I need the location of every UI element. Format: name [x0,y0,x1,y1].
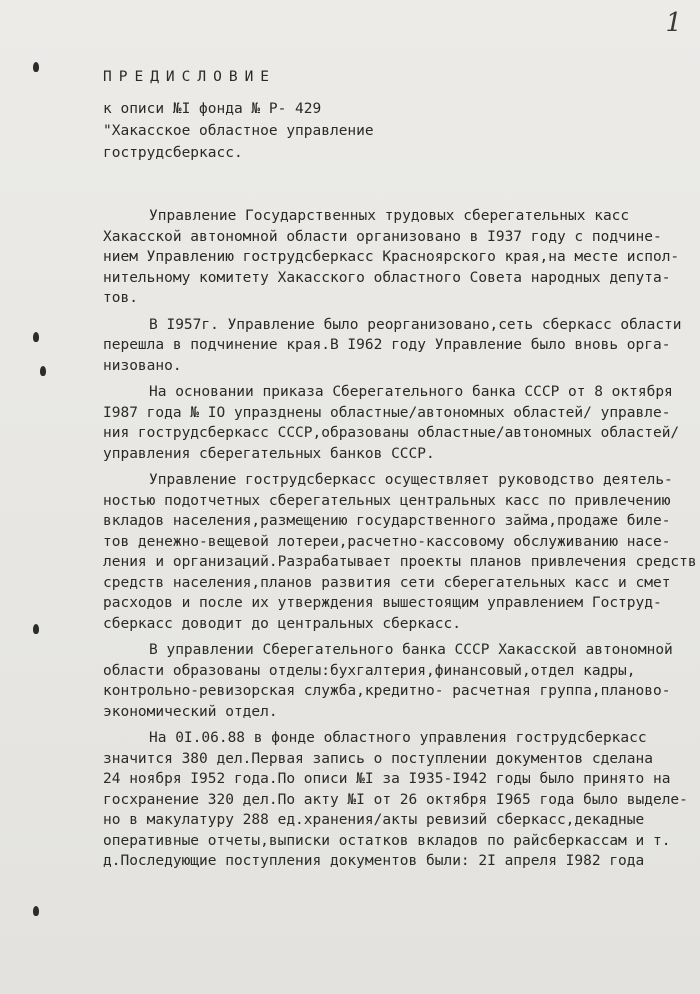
text-line: тов денежно-вещевой лотереи,расчетно-кассовому обслуживанию насе- [103,533,671,550]
text-line: нительному комитету Хакасского областного Совета народных депута- [103,269,671,286]
text-line: ностью подотчетных сберегательных центральных касс по привлечению [103,492,671,509]
punch-hole-mark [33,62,39,72]
document-header [103,66,663,164]
text-line: тов. [103,290,138,306]
text-line: На 0I.06.88 в фонде областного управления гострудсберкасс [149,730,647,746]
text-line: нием Управлению гострудсберкасс Красноярского края,на месте испол- [103,249,680,265]
text-line: Управление Государственных трудовых сберегательных касс [149,208,630,224]
text-line: управления сберегательных банков СССР. [103,445,435,462]
text-line: расходов и после их утверждения вышестоящим управлением Гоструд- [103,595,662,611]
text-line: низовано. [103,357,182,374]
header-line: к описи №I фонда № Р- 429 [103,101,322,117]
text-line: Хакасской автономной области организовано в I937 году с подчине- [103,228,662,245]
paragraph [103,206,695,309]
text-line: области образованы отделы:бухгалтерия,финансовый,отдел кадры, [103,662,636,679]
text-line: д.Последующие поступления документов были: 2I апреля I982 года [103,853,645,869]
text-line: Управление гострудсберкасс осуществляет руководство деятель- [149,472,673,488]
text-line: 24 ноября I952 года.По описи №I за I935-I942 годы было принято на [103,771,671,787]
text-line: средств населения,планов развития сети сберегательных касс и смет [103,574,671,591]
text-line: госхранение 320 дел.По акту №I от 26 октября I965 года было выделе- [103,791,688,808]
text-line: сберкасс доводит до центральных сберкасс. [103,615,461,632]
text-line: оперативные отчеты,выписки остатков вкладов по райсберкассам и т. [103,832,671,849]
text-line: В управлении Сберегательного банка СССР Хакасской автономной [149,642,673,658]
punch-hole-mark [40,366,46,376]
punch-hole-mark [33,906,39,916]
text-line: I987 года № IO упразднены областные/автономных областей/ управле- [103,404,671,421]
text-line: контрольно-ревизорская служба,кредитно- расчетная группа,планово- [103,683,671,699]
paragraph [103,470,695,634]
punch-hole-mark [33,332,39,342]
text-line: вкладов населения,размещению государственного займа,продаже биле- [103,513,671,529]
punch-hole-mark [33,624,39,634]
text-line: значится 380 дел.Первая запись о поступлении документов сделана [103,750,653,767]
document-body [103,206,695,878]
text-line: ния гострудсберкасс СССР,образованы областные/автономных областей/ [103,425,680,441]
text-line: В I957г. Управление было реорганизовано,сеть сберкасс области [149,316,682,333]
paragraph [103,728,695,872]
header-line: гострудсберкасс. [103,145,243,161]
paragraph [103,640,695,722]
paragraph [103,382,695,464]
text-line: ления и организаций.Разрабатывает проекты планов привлечения средств [103,554,697,570]
header-line: "Хакасское областное управление [103,123,374,139]
text-line: перешла в подчинение края.В I962 году Управление было вновь орга- [103,337,671,353]
paragraph [103,315,695,377]
text-line: На основании приказа Сберегательного банка СССР от 8 октября [149,384,673,400]
page-number: 1 [665,8,682,38]
document-title: ПРЕДИСЛОВИЕ [103,69,277,85]
text-line: но в макулатуру 288 ед.хранения/акты ревизий сберкасс,декадные [103,812,645,828]
text-line: экономический отдел. [103,703,278,720]
